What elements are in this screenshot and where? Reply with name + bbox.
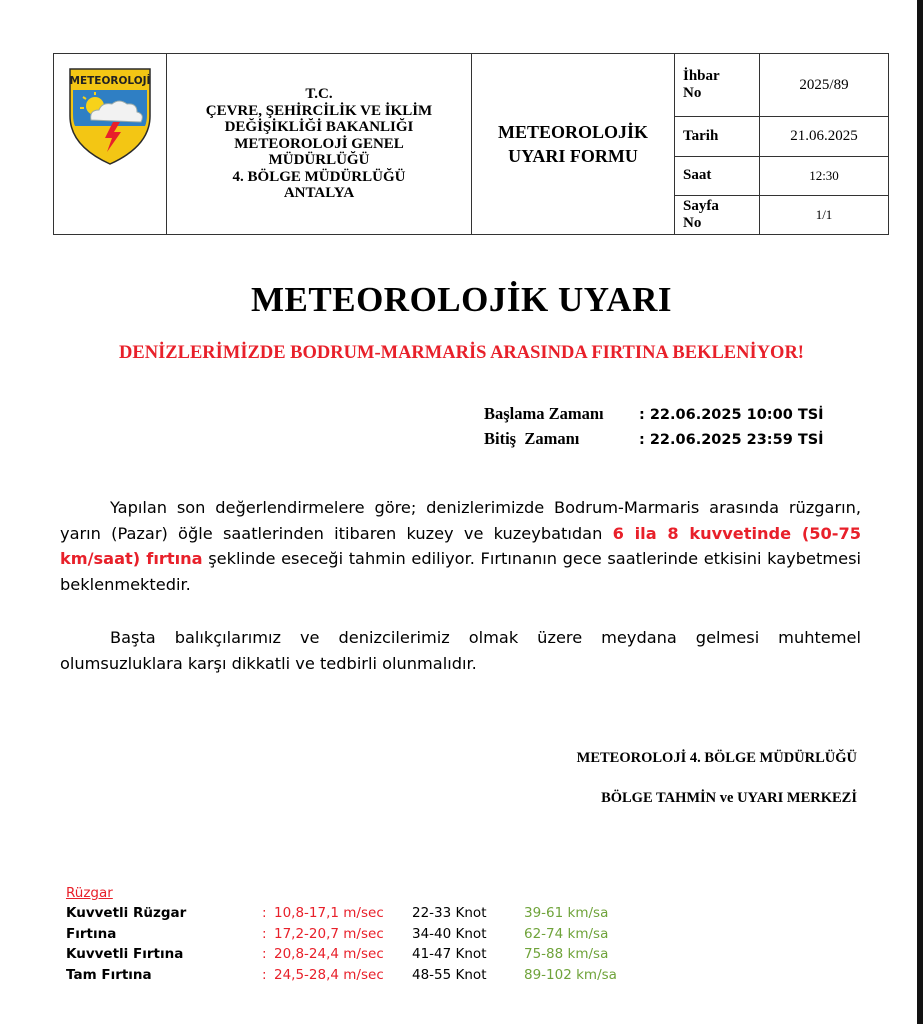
field-label-saat: Saat: [675, 156, 760, 195]
org-line: 4. BÖLGE MÜDÜRLÜĞÜ: [232, 168, 406, 185]
start-time-row: [484, 404, 824, 429]
org-line: DEĞİŞİKLİĞİ BAKANLIĞI: [224, 119, 414, 136]
header-table: [53, 53, 889, 235]
logo-cell: [54, 54, 167, 235]
end-time-row: [484, 429, 824, 454]
field-value-sayfa: 1/1: [760, 195, 889, 234]
warning-subtitle: DENİZLERİMİZDE BODRUM-MARMARİS ARASINDA FIRTINA BEKLENİYOR!: [119, 343, 804, 363]
org-line: T.C.: [305, 86, 333, 103]
table-row: Tam Fırtına : 24,5-28,4 m/sec 48-55 Knot 89-102 km/sa: [66, 966, 617, 983]
wind-scale-legend: [66, 885, 617, 985]
field-value-saat: 12:30: [760, 156, 889, 195]
org-line: ÇEVRE, ŞEHİRCİLİK VE İKLİM: [205, 102, 433, 119]
signature-line-1: METEOROLOJİ 4. BÖLGE MÜDÜRLÜĞÜ: [576, 750, 857, 766]
start-time-label: Başlama Zamanı: [484, 404, 604, 423]
form-title-cell: [472, 54, 675, 235]
page-edge: [917, 0, 923, 1024]
field-value-ihbar: 2025/89: [760, 54, 889, 117]
time-block: [484, 404, 824, 454]
table-row: Kuvvetli Rüzgar : 10,8-17,1 m/sec 22-33 Knot 39-61 km/sa: [66, 905, 609, 922]
wind-table: [66, 903, 617, 985]
paragraph-2: Başta balıkçılarımız ve denizcilerimiz olmak üzere meydana gelmesi muhtemel olumsuzluklara karşı dikkatli ve tedbirli olunmalıdır.: [60, 628, 861, 673]
signature-line-2: BÖLGE TAHMİN ve UYARI MERKEZİ: [601, 790, 857, 806]
organization-cell: [167, 54, 472, 235]
form-title-line: UYARI FORMU: [508, 146, 638, 166]
org-line: ANTALYA: [283, 185, 355, 202]
page-title: METEOROLOJİK UYARI: [251, 280, 672, 319]
end-time-label: Bitiş Zamanı: [484, 429, 580, 448]
start-time-value: : 22.06.2025 10:00 TSİ: [639, 407, 824, 423]
wind-heading: Rüzgar: [66, 885, 113, 901]
meteoroloji-logo-icon: [67, 66, 153, 171]
end-time-value: : 22.06.2025 23:59 TSİ: [639, 432, 824, 448]
form-title-line: METEOROLOJİK: [497, 122, 649, 142]
org-line: METEOROLOJİ GENEL: [234, 135, 404, 152]
field-label-ihbar: İhbar No: [675, 54, 760, 117]
table-row: Fırtına : 17,2-20,7 m/sec 34-40 Knot 62-74 km/sa: [66, 925, 609, 942]
svg-text:METEOROLOJİ: METEOROLOJİ: [69, 75, 151, 87]
field-label-sayfa: Sayfa No: [675, 195, 760, 234]
org-line: MÜDÜRLÜĞÜ: [268, 152, 370, 169]
field-label-tarih: Tarih: [675, 117, 760, 156]
wind-force-highlight: 6 ila 8 kuvvetinde (50-75 km/saat) fırtına: [60, 523, 862, 568]
table-row: Kuvvetli Fırtına : 20,8-24,4 m/sec 41-47 Knot 75-88 km/sa: [66, 946, 609, 963]
field-value-tarih: 21.06.2025: [760, 117, 889, 156]
paragraph-1: Yapılan son değerlendirmelere göre; denizlerimizde Bodrum-Marmaris arasında rüzgarın, yarın (Pazar) öğle saatlerinden itibaren kuzey ve kuzeybatıdan 6 ila 8 kuvvetinde (50-75 km/saat) fırtına şeklinde eseceği tahmin ediliyor. Fırtınanın gece saatlerinde etkisini kaybetmesi beklenmektedir.: [60, 498, 862, 594]
